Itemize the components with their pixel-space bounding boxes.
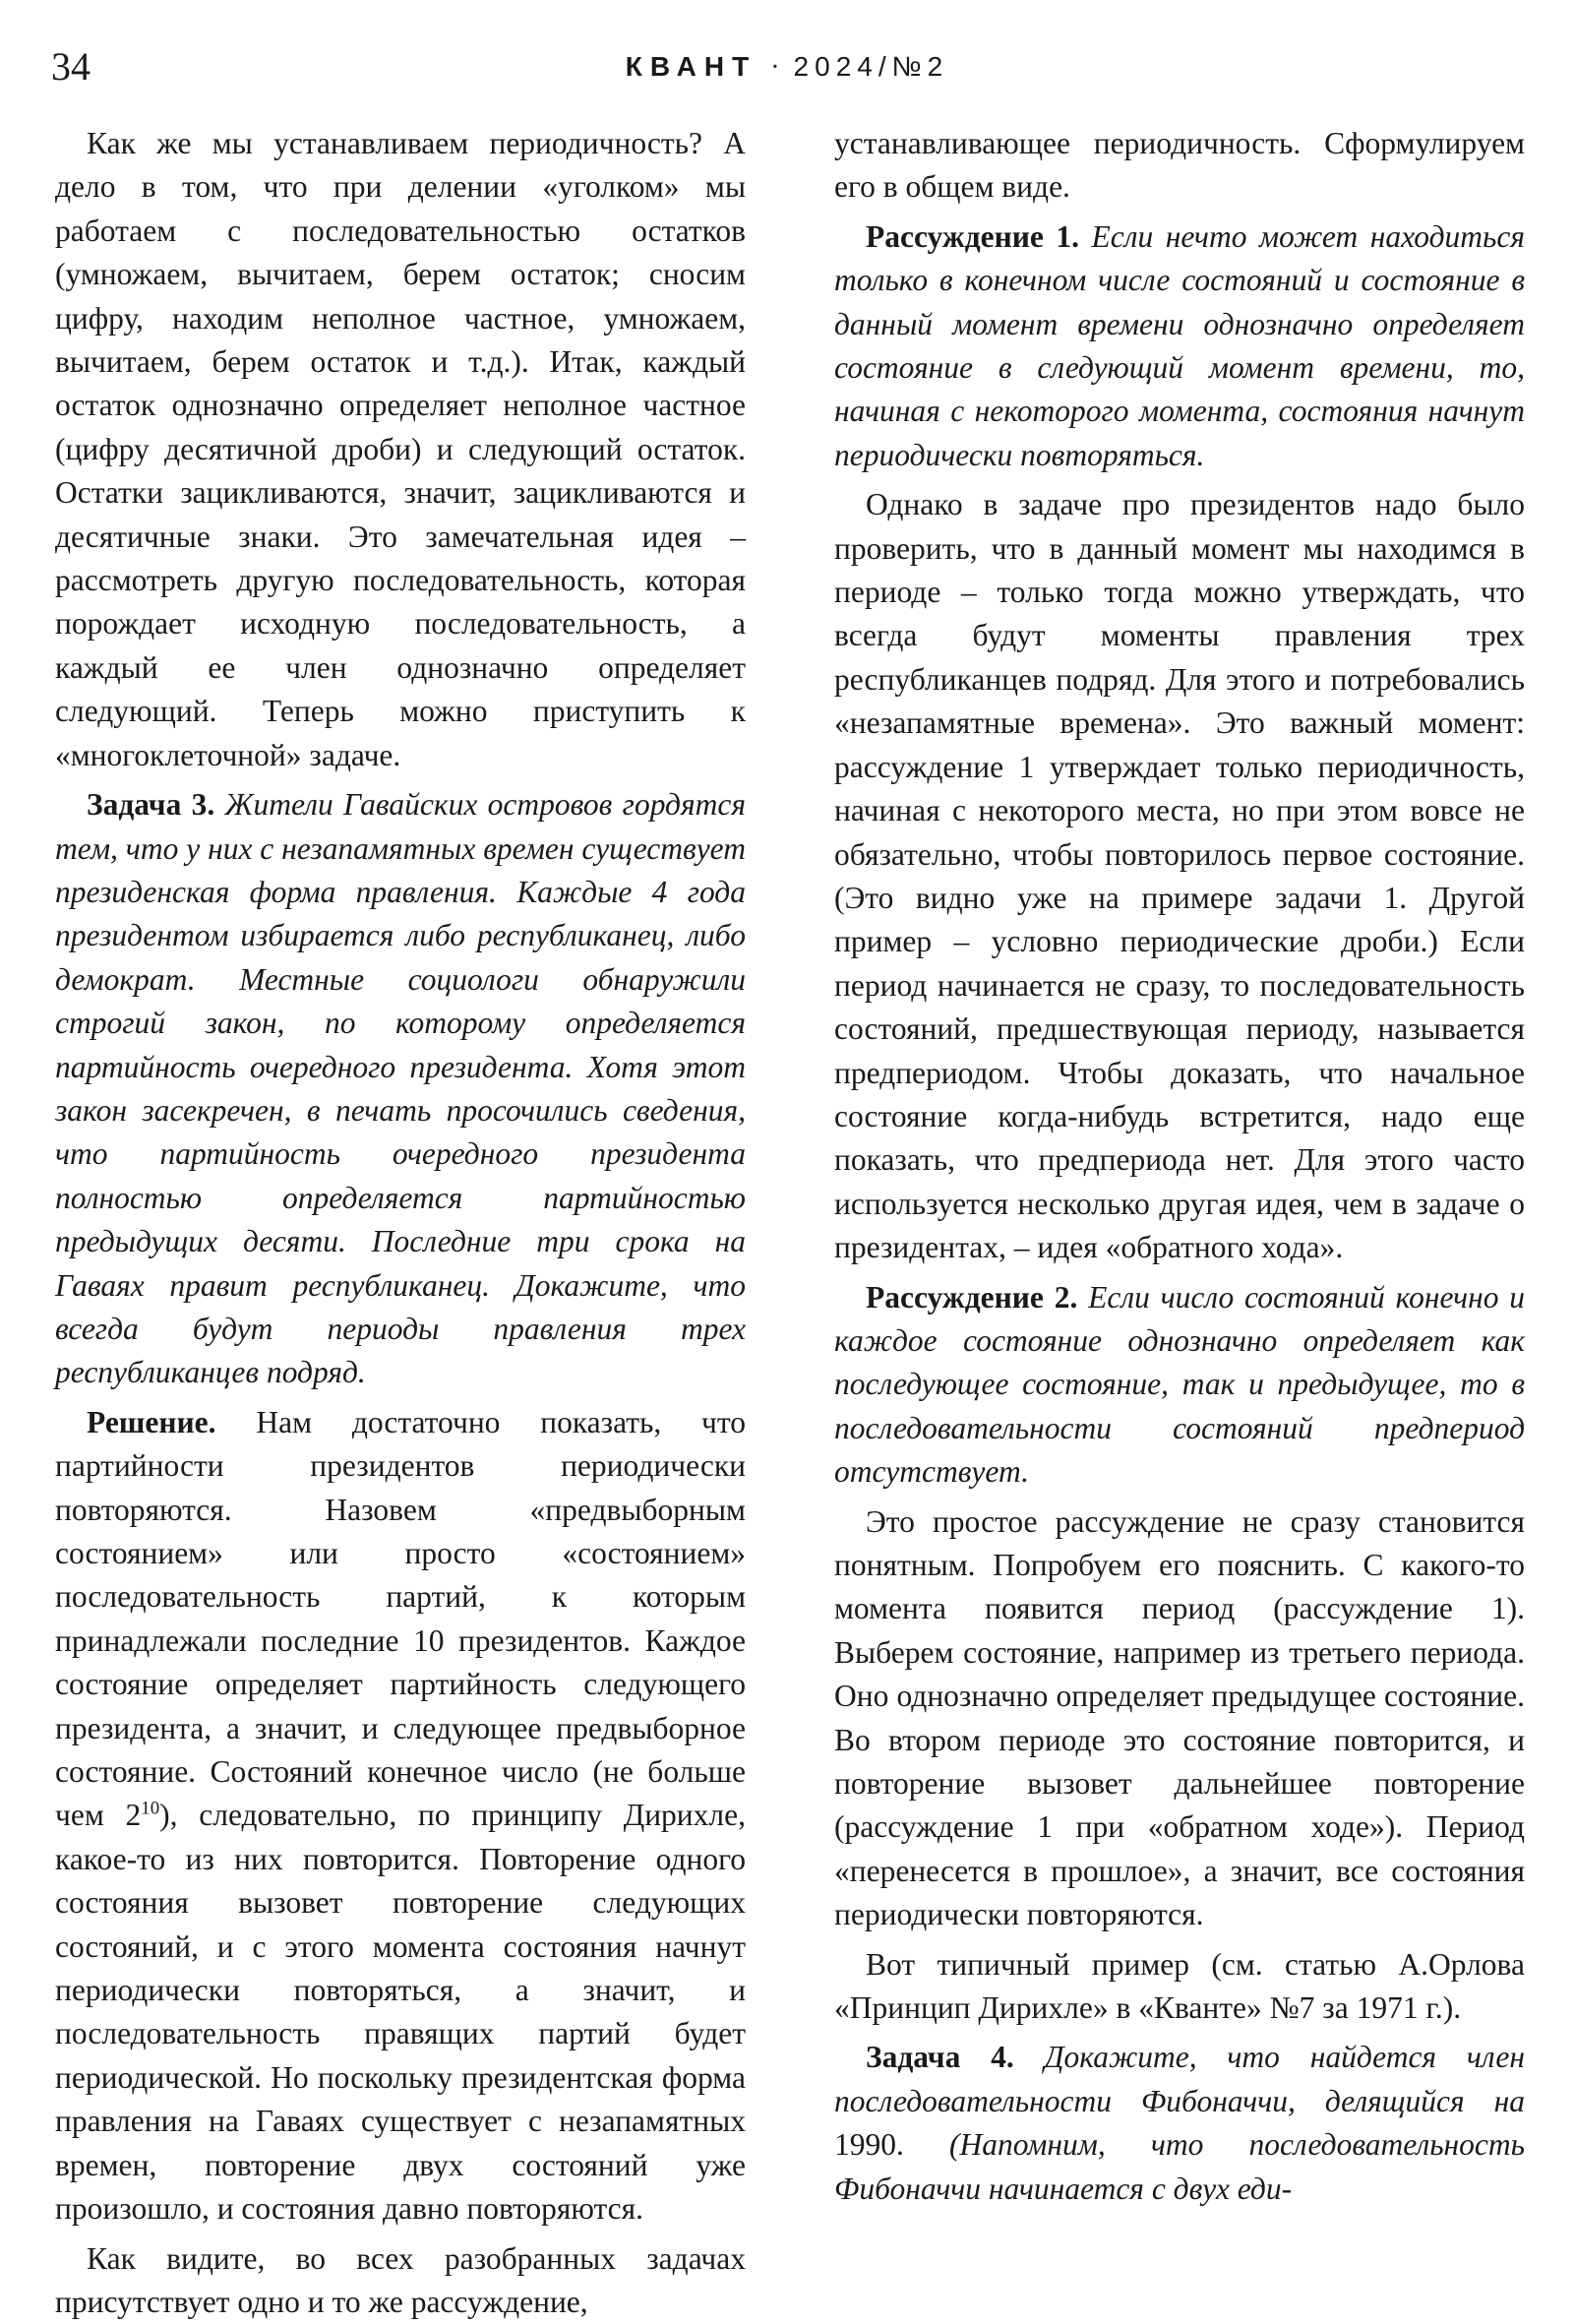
task-3 [55,783,746,1395]
argument-1-text: Если нечто может находиться только в конечном числе состояний и состояние в данный момент времени однозначно определяет состояние в следующий момент времени, то, начиная с некоторого момента, состояния начнут периодически повторяться. [834,219,1525,472]
solution-text-a: Нам достаточно показать, что партийности президентов периодически повторяются. Назовем «предвыборным состоянием» или просто «состоянием» последовательность партий, к которым принадлежали последние 10 президентов. Каждое состояние определяет партийность следующего президента, а значит, и следующее предвыборное состояние. Состояний конечное число (не больше чем 2 [55,1405,746,1833]
argument-2-label: Рассуждение 2. [866,1280,1077,1315]
journal-name: КВАНТ [626,51,757,82]
solution-label: Решение. [87,1405,216,1439]
argument-1-label: Рассуждение 1. [866,219,1079,254]
argument-2 [834,1276,1525,1495]
paragraph-preperiod: Однако в задаче про президентов надо было проверить, что в данный момент мы находимся в периоде – только тогда можно утверждать, что всегда будут моменты правления трех республиканцев подряд. Для этого и потребовались «незапамятные времена». Это важный момент: рассуждение 1 утверждает только периодичность, начиная с некоторого места, но при этом вовсе не обязательно, чтобы повторилось первое состояние. (Это видно уже на примере задачи 1. Другой пример – условно периодические дроби.) Если период начинается не сразу, то последовательность состояний, предшествующая периоду, называется предпериодом. Чтобы доказать, что начальное состояние когда-нибудь встретится, надо еще показать, что предпериода нет. Для этого часто используется несколько другая идея, чем в задаче о президентах, – идея «обратного хода». [834,483,1525,1269]
right-column [834,122,1525,2211]
task-4-number: 1990. [834,2127,904,2162]
paragraph-continuation: устанавливающее периодичность. Сформулируем его в общем виде. [834,122,1525,210]
task-3-text: Жители Гавайских островов гордятся тем, что у них с незапамятных времен существует президенская форма правления. Каждые 4 года президентом избирается либо республиканец, либо демократ. Местные социологи обнаружили строгий закон, по которому определяется партийность очередного президента. Хотя этот закон засекречен, в печать просочились сведения, что партийность очередного президента полностью определяется партийностью предыдущих десяти. Последние три срока на Гаваях правит республиканец. Докажите, что всегда будут периоды правления трех республиканцев подряд. [55,787,746,1389]
paragraph-explanation: Это простое рассуждение не сразу становится понятным. Попробуем его пояснить. С какого-то момента появится период (рассуждение 1). Выберем состояние, например из третьего периода. Оно однозначно определяет предыдущее состояние. Во втором периоде это состояние повторится, и повторение вызовет дальнейшее повторение (рассуждение 1 при «обратном ходе»). Период «перенесется в прошлое», а значит, все состояния периодически повторяются. [834,1500,1525,1937]
task-4-text-b: (Напомним, что последовательность Фибоначчи начинается с двух еди- [834,2127,1525,2205]
header-separator: · [770,52,779,83]
left-column [55,122,746,2324]
page-header [51,39,1523,98]
issue-number: 2024/№2 [794,51,949,82]
task-4-label: Задача 4. [866,2040,1014,2074]
solution-exponent: 10 [141,1799,159,1819]
solution-text-b: ), следовательно, по принципу Дирихле, какое-то из них повторится. Повторение одного состояния вызовет повторение следующих состояний, и с этого момента состояния начнут периодически повторяться, а значит, и последовательность правящих партий будет периодической. Но поскольку президентская форма правления на Гаваях существует с незапамятных времен, повторение двух состояний уже произошло, и состояния давно повторяются. [55,1798,746,2226]
solution-3 [55,1401,746,2232]
argument-2-text: Если число состояний конечно и каждое состояние однозначно определяет как последующее состояние, так и предыдущее, то в последовательности состояний предпериод отсутствует. [834,1280,1525,1490]
running-head [51,51,1523,84]
task-3-label: Задача 3. [87,787,214,822]
argument-1 [834,215,1525,477]
task-4 [834,2036,1525,2211]
paragraph-example: Вот типичный пример (см. статью А.Орлова «Принцип Дирихле» в «Кванте» №7 за 1971 г.). [834,1943,1525,2031]
paragraph-common-argument: Как видите, во всех разобранных задачах присутствует одно и то же рассуждение, [55,2237,746,2324]
page-number: 34 [51,43,91,90]
paragraph-periodicity: Как же мы устанавливаем периодичность? А дело в том, что при делении «уголком» мы работаем с последовательностью остатков (умножаем, вычитаем, берем остаток; сносим цифру, находим неполное частное, умножаем, вычитаем, берем остаток и т.д.). Итак, каждый остаток однозначно определяет неполное частное (цифру десятичной дроби) и следующий остаток. Остатки зацикливаются, значит, зацикливаются и десятичные знаки. Это замечательная идея – рассмотреть другую последовательность, которая порождает исходную последовательность, а каждый ее член однозначно определяет следующий. Теперь можно приступить к «многоклеточной» задаче. [55,122,746,777]
task-4-text-a: Докажите, что найдется член последовательности Фибоначчи, делящийся на [834,2040,1525,2117]
